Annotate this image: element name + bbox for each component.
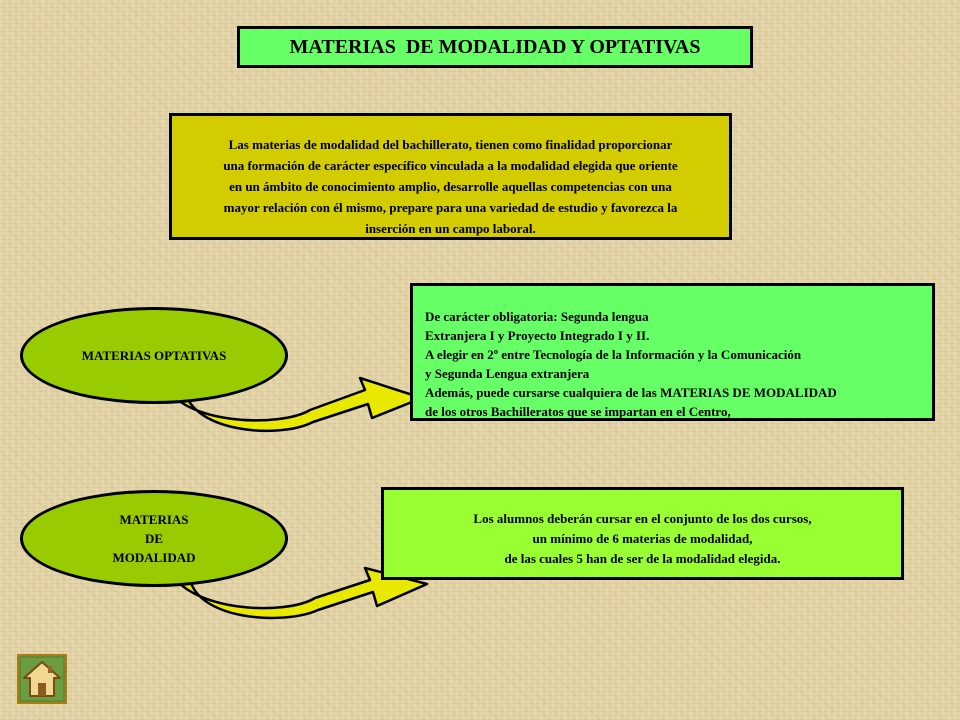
home-icon xyxy=(19,656,65,702)
modalidad-text-box xyxy=(381,487,904,580)
intro-line: una formación de carácter específico vinculada a la modalidad elegida que oriente xyxy=(223,158,678,173)
optativas-text-box xyxy=(410,283,935,421)
intro-line: en un ámbito de conocimiento amplio, desarrolle aquellas competencias con una xyxy=(229,179,672,194)
modalidad-line: Los alumnos deberán cursar en el conjunto de los dos cursos, xyxy=(473,511,812,526)
ellipse-materias-optativas xyxy=(20,307,288,404)
optativas-line: de los otros Bachilleratos que se impartan en el Centro, xyxy=(425,404,731,419)
intro-text-box xyxy=(169,113,732,240)
optativas-line: y Segunda Lengua extranjera xyxy=(425,366,590,381)
optativas-line: A elegir en 2º entre Tecnología de la Información y la Comunicación xyxy=(425,347,802,362)
ellipse-modalidad-label: DE xyxy=(144,531,164,546)
modalidad-line: de las cuales 5 han de ser de la modalidad elegida. xyxy=(504,551,781,566)
home-button[interactable] xyxy=(17,654,67,704)
optativas-line: Extranjera I y Proyecto Integrado I y II. xyxy=(425,328,650,343)
optativas-line: Además, puede cursarse cualquiera de las MATERIAS DE MODALIDAD xyxy=(425,385,837,400)
ellipse-optativas-label: MATERIAS OPTATIVAS xyxy=(81,348,227,363)
ellipse-materias-modalidad xyxy=(20,490,288,587)
ellipse-modalidad-label: MATERIAS xyxy=(119,512,189,527)
ellipse-modalidad-label: MODALIDAD xyxy=(112,550,196,565)
modalidad-line: un mínimo de 6 materias de modalidad, xyxy=(532,531,753,546)
intro-line: inserción en un campo laboral. xyxy=(365,221,536,236)
page-title: MATERIAS DE MODALIDAD Y OPTATIVAS xyxy=(237,26,753,68)
optativas-line: De carácter obligatoria: Segunda lengua xyxy=(425,309,649,324)
intro-line: mayor relación con él mismo, prepare para una variedad de estudio y favorezca la xyxy=(223,200,678,215)
intro-line: Las materias de modalidad del bachillerato, tienen como finalidad proporcionar xyxy=(228,137,673,152)
